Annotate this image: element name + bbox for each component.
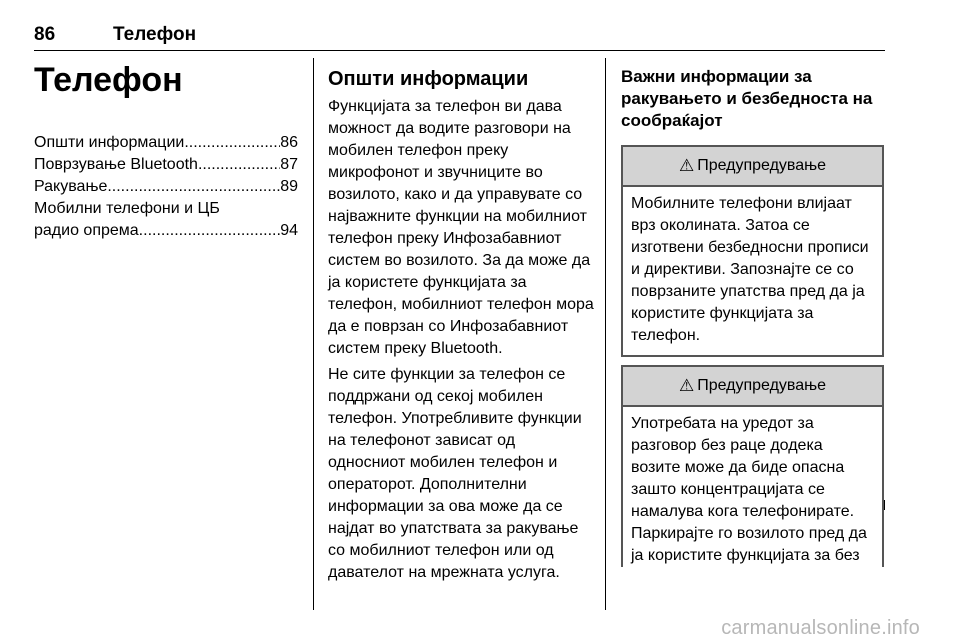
- header-title: Телефон: [113, 24, 197, 45]
- toc-entry[interactable]: [34, 132, 298, 154]
- section-heading: Општи информации: [328, 68, 529, 90]
- header-rule: [34, 50, 885, 51]
- safety-column: [621, 66, 884, 575]
- toc-entry-label: Општи информации: [34, 134, 185, 151]
- warning-triangle-icon: ⚠: [678, 376, 695, 395]
- toc-leader-dots: [107, 176, 280, 198]
- toc-entry-page: 94: [280, 222, 298, 239]
- toc-entry-page: 89: [280, 178, 298, 195]
- toc-entry-line1[interactable]: Мобилни телефони и ЦБ: [34, 200, 220, 217]
- body-paragraph: Функцијата за телефон ви дава можност да водите разговори на мобилен телефон преку микрофонот и звучниците во возилото, како и да управувате со најважните функции на мобилниот телефон преку Инфозабавниот систем во возилото. За да може да ја користете функцијата за телефон, мобилниот телефон мора да е поврзан со Инфозабавниот систем преку Bluetooth.: [328, 98, 594, 357]
- toc-leader-dots: [198, 154, 280, 176]
- warning-box: [621, 365, 884, 567]
- column-divider-2: [605, 58, 606, 610]
- warning-text: Употребата на уредот за разговор без раце додека возите може да биде опасна зашто концентрацијата се намалува кога телефонирате. Паркирајте го возилото пред да ја користите функцијата за без: [631, 415, 867, 564]
- warning-box: [621, 145, 884, 357]
- toc-entry-label: радио опрема: [34, 222, 139, 239]
- warning-title: Предупредување: [697, 377, 827, 394]
- warning-triangle-icon: ⚠: [678, 156, 695, 175]
- chapter-title: Телефон: [34, 61, 183, 99]
- body-paragraph: Не сите функции за телефон се поддржани од секој мобилен телефон. Употребливите функции на телефонот зависат од односниот мобилен телефон и операторот. Дополнителни информации за ова може да се најдат во упатствата за ракување со мобилниот телефон или од давателот на мрежната услуга.: [328, 366, 582, 581]
- toc-entry[interactable]: [34, 220, 298, 242]
- table-of-contents: [34, 132, 298, 242]
- toc-column: [34, 58, 298, 242]
- toc-entry[interactable]: [34, 176, 298, 198]
- column-divider-1: [313, 58, 314, 610]
- toc-entry-page: 87: [280, 156, 298, 173]
- warning-header: [623, 367, 882, 407]
- warning-title: Предупредување: [697, 157, 827, 174]
- toc-leader-dots: [184, 132, 280, 154]
- warning-text: Мобилните телефони влијаат врз околината. Затоа се изготвени безбедносни прописи и директиви. Запознајте се со поврзаните упатства пред да ја користите функцијата за телефон.: [631, 195, 869, 344]
- toc-entry[interactable]: [34, 154, 298, 176]
- section-heading: Важни информации за ракувањето и безбедноста на сообраќајот: [621, 67, 873, 130]
- page-number: 86: [34, 24, 56, 45]
- column-divider-3: [884, 500, 885, 510]
- toc-leader-dots: [139, 220, 281, 242]
- watermark: carmanualsonline.info: [721, 617, 920, 639]
- general-info-column: [328, 66, 594, 588]
- warning-header: [623, 147, 882, 187]
- toc-entry-label: Ракување: [34, 178, 108, 195]
- toc-entry-label: Поврзување Bluetooth: [34, 156, 198, 173]
- toc-entry-page: 86: [280, 134, 298, 151]
